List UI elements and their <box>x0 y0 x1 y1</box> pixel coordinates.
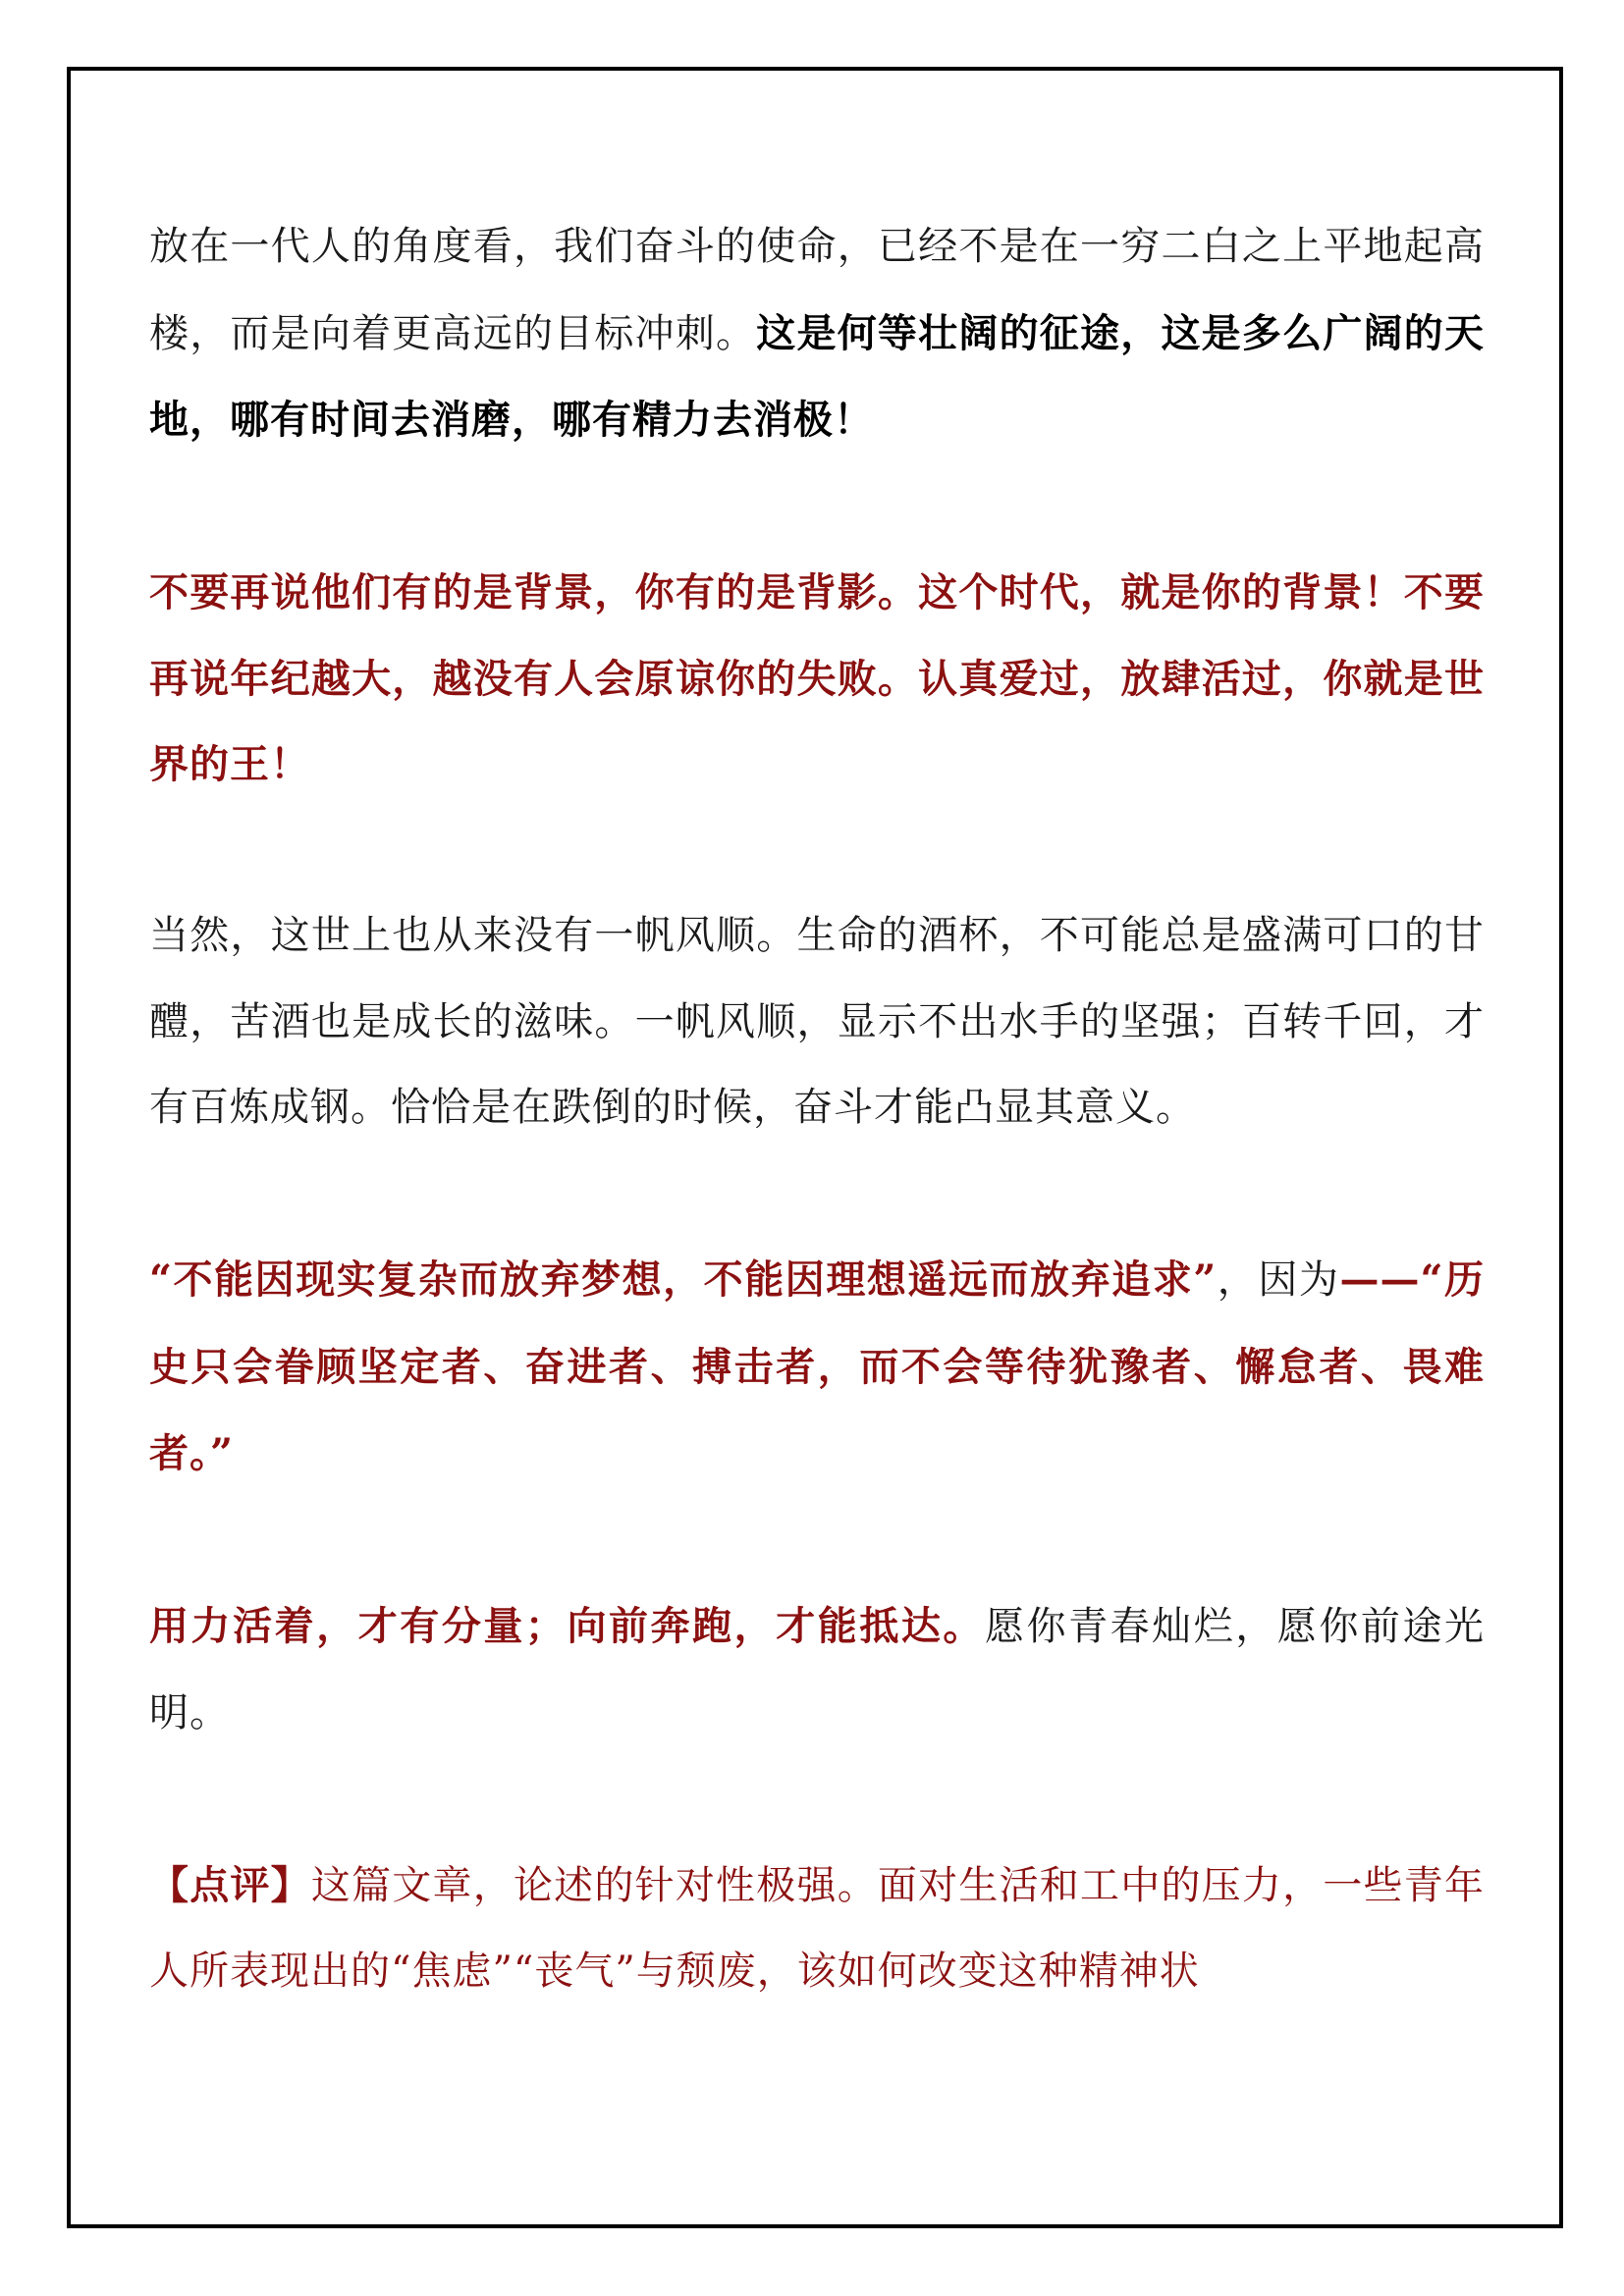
paragraph-background: 不要再说他们有的是背景，你有的是背影。这个时代，就是你的背景！不要再说年纪越大，越没有人会原谅你的失败。认真爱过，放肆活过，你就是世界的王！ <box>149 569 1485 787</box>
quote-dream: “不能因现实复杂而放弃梦想，不能因理想遥远而放弃追求” <box>149 1256 1218 1303</box>
paragraph-spacer <box>149 1756 1485 1842</box>
paragraph-mission <box>149 204 1485 464</box>
paragraph-spacer <box>149 464 1485 551</box>
paragraph-closing <box>149 1583 1485 1756</box>
commentary-label: 【点评】 <box>149 1861 311 1908</box>
paragraph-spacer <box>149 1498 1485 1584</box>
paragraph-mission-emphasis: 这是何等壮阔的征途，这是多么广阔的天地，哪有时间去消磨，哪有精力去消极！ <box>149 309 1485 443</box>
quote-history: ——“历史只会眷顾坚定者、奋进者、搏击者，而不会等待犹豫者、懈怠者、畏难者。” <box>149 1256 1486 1476</box>
closing-wish: 愿你青春灿烂，愿你前途光明。 <box>149 1604 1486 1735</box>
paragraph-quote <box>149 1237 1485 1498</box>
paragraph-spacer <box>149 808 1485 894</box>
paragraph-spacer <box>149 1151 1485 1238</box>
closing-emphasis: 用力活着，才有分量；向前奔跑，才能抵达。 <box>149 1603 985 1649</box>
commentary-text: 这篇文章，论述的针对性极强。面对生活和工中的压力，一些青年人所表现出的“焦虑”“丧气”与颓废，该如何改变这种精神状 <box>149 1862 1485 1994</box>
paragraph-commentary <box>149 1842 1485 2015</box>
quote-connector: ，因为 <box>1217 1257 1340 1303</box>
paragraph-hardship: 当然，这世上也从来没有一帆风顺。生命的酒杯，不可能总是盛满可口的甘醴，苦酒也是成长的滋味。一帆风顺，显示不出水手的坚强；百转千回，才有百炼成钢。恰恰是在跌倒的时候，奋斗才能凸显其意义。 <box>149 913 1485 1130</box>
paragraph-mission-text: 放在一代人的角度看，我们奋斗的使命，已经不是在一穷二白之上平地起高楼，而是向着更高远的目标冲刺。 <box>149 224 1485 356</box>
article-body <box>149 204 1485 2015</box>
